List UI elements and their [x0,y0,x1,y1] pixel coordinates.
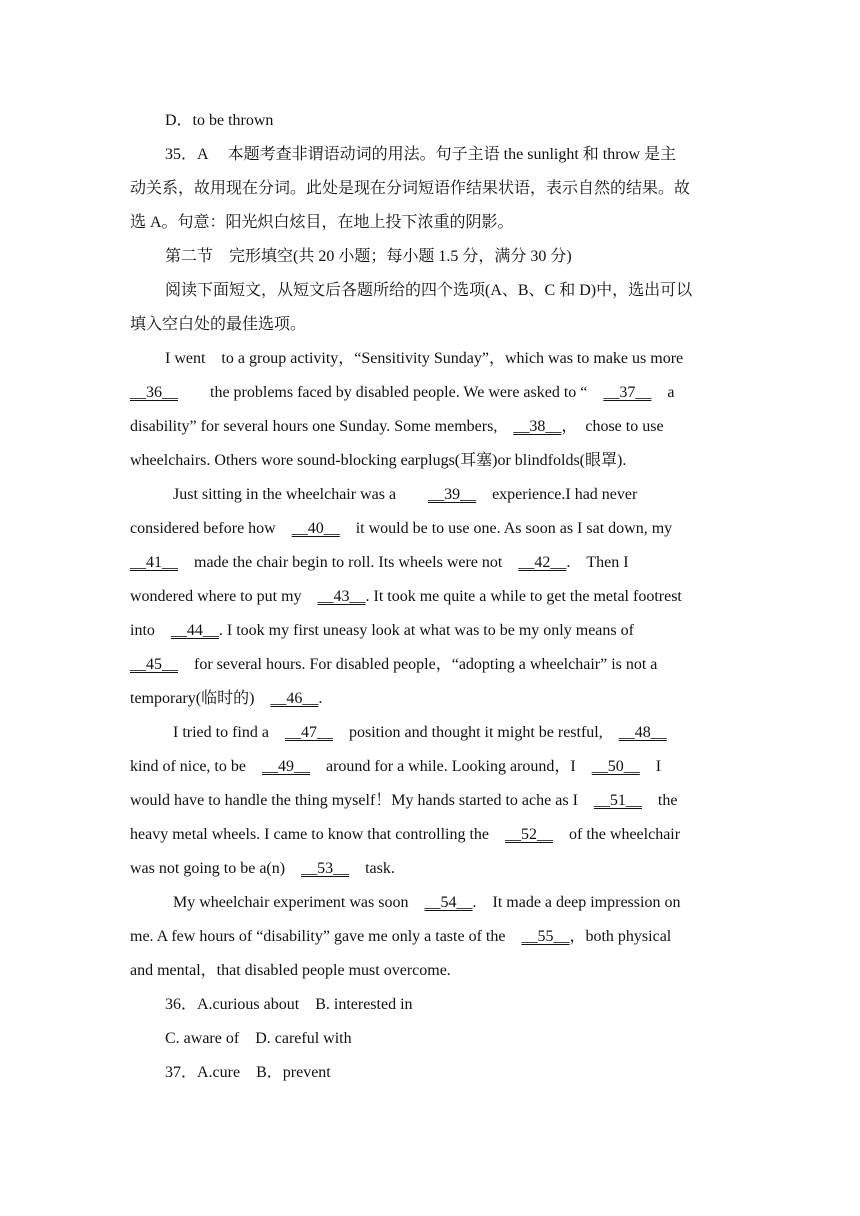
blank: __50__ [591,758,640,775]
passage-line: into __44__. I took my first uneasy look at what was to be my only means of [130,622,634,639]
passage-line: disability” for several hours one Sunday. Some members, __38__， chose to use [130,418,664,435]
passage-line: wondered where to put my __43__. It took me quite a while to get the metal footrest [130,588,682,605]
blank: __51__ [593,792,642,809]
blank: __48__ [618,724,667,741]
passage-line: considered before how __40__ it would be to use one. As soon as I sat down, my [130,520,673,537]
blank: __41__ [130,554,178,571]
question-36-options: C. aware of D. careful with [165,1030,352,1047]
passage-line: would have to handle the thing myself！My hands started to ache as I __51__ the [130,792,678,809]
blank: __42__ [518,554,567,571]
answer-35-line: 选 A。句意：阳光炽白炫目，在地上投下浓重的阴影。 [130,214,514,231]
blank: __54__ [424,894,473,911]
blank: __36__ [130,384,178,401]
blank: __49__ [261,758,310,775]
passage-line: kind of nice, to be __49__ around for a while. Looking around，I __50__ I [130,758,662,775]
blank: __46__ [270,690,319,707]
passage-line: I went to a group activity，“Sensitivity Sunday”，which was to make us more [165,350,684,367]
answer-35-line: 35．A 本题考查非谓语动词的用法。句子主语 the sunlight 和 throw 是主 [165,146,677,163]
blank: __43__ [317,588,366,605]
passage-line: me. A few hours of “disability” gave me only a taste of the __55__，both physical [130,928,672,945]
passage-line: __41__ made the chair begin to roll. Its wheels were not __42__. Then I [130,554,629,571]
passage-line: I tried to find a __47__ position and thought it might be restful, __48__ [173,724,667,741]
passage-line: __45__ for several hours. For disabled people，“adopting a wheelchair” is not a [130,656,658,673]
passage-line: Just sitting in the wheelchair was a __39__ experience.I had never [173,486,638,503]
passage-line: and mental，that disabled people must overcome. [130,962,451,979]
answer-35-line: 动关系，故用现在分词。此处是现在分词短语作结果状语，表示自然的结果。故 [130,180,691,197]
section-heading: 第二节 完形填空(共 20 小题；每小题 1.5 分，满分 30 分) [165,248,572,265]
question-37-options: 37．A.cure B．prevent [165,1064,331,1081]
passage-line: heavy metal wheels. I came to know that controlling the __52__ of the wheelchair [130,826,681,843]
blank: __37__ [603,384,652,401]
blank: __53__ [301,860,350,877]
option-d-line: D．to be thrown [165,112,274,129]
instruction-line: 阅读下面短文，从短文后各题所给的四个选项(A、B、C 和 D)中，选出可以 [165,282,693,299]
blank: __44__ [170,622,219,639]
passage-line: My wheelchair experiment was soon __54__. It made a deep impression on [173,894,681,911]
question-36-options: 36．A.curious about B. interested in [165,996,413,1013]
blank: __38__ [513,418,562,435]
blank: __39__ [428,486,477,503]
passage-line: temporary(临时的) __46__. [130,690,323,707]
blank: __47__ [284,724,333,741]
blank: __40__ [291,520,340,537]
blank: __52__ [505,826,554,843]
instruction-line: 填入空白处的最佳选项。 [130,316,307,333]
passage-line: wheelchairs. Others wore sound-blocking earplugs(耳塞)or blindfolds(眼罩). [130,452,627,469]
blank: __55__ [521,928,570,945]
blank: __45__ [130,656,178,673]
passage-line: __36__ the problems faced by disabled people. We were asked to “ __37__ a [130,384,675,401]
passage-line: was not going to be a(n) __53__ task. [130,860,395,877]
